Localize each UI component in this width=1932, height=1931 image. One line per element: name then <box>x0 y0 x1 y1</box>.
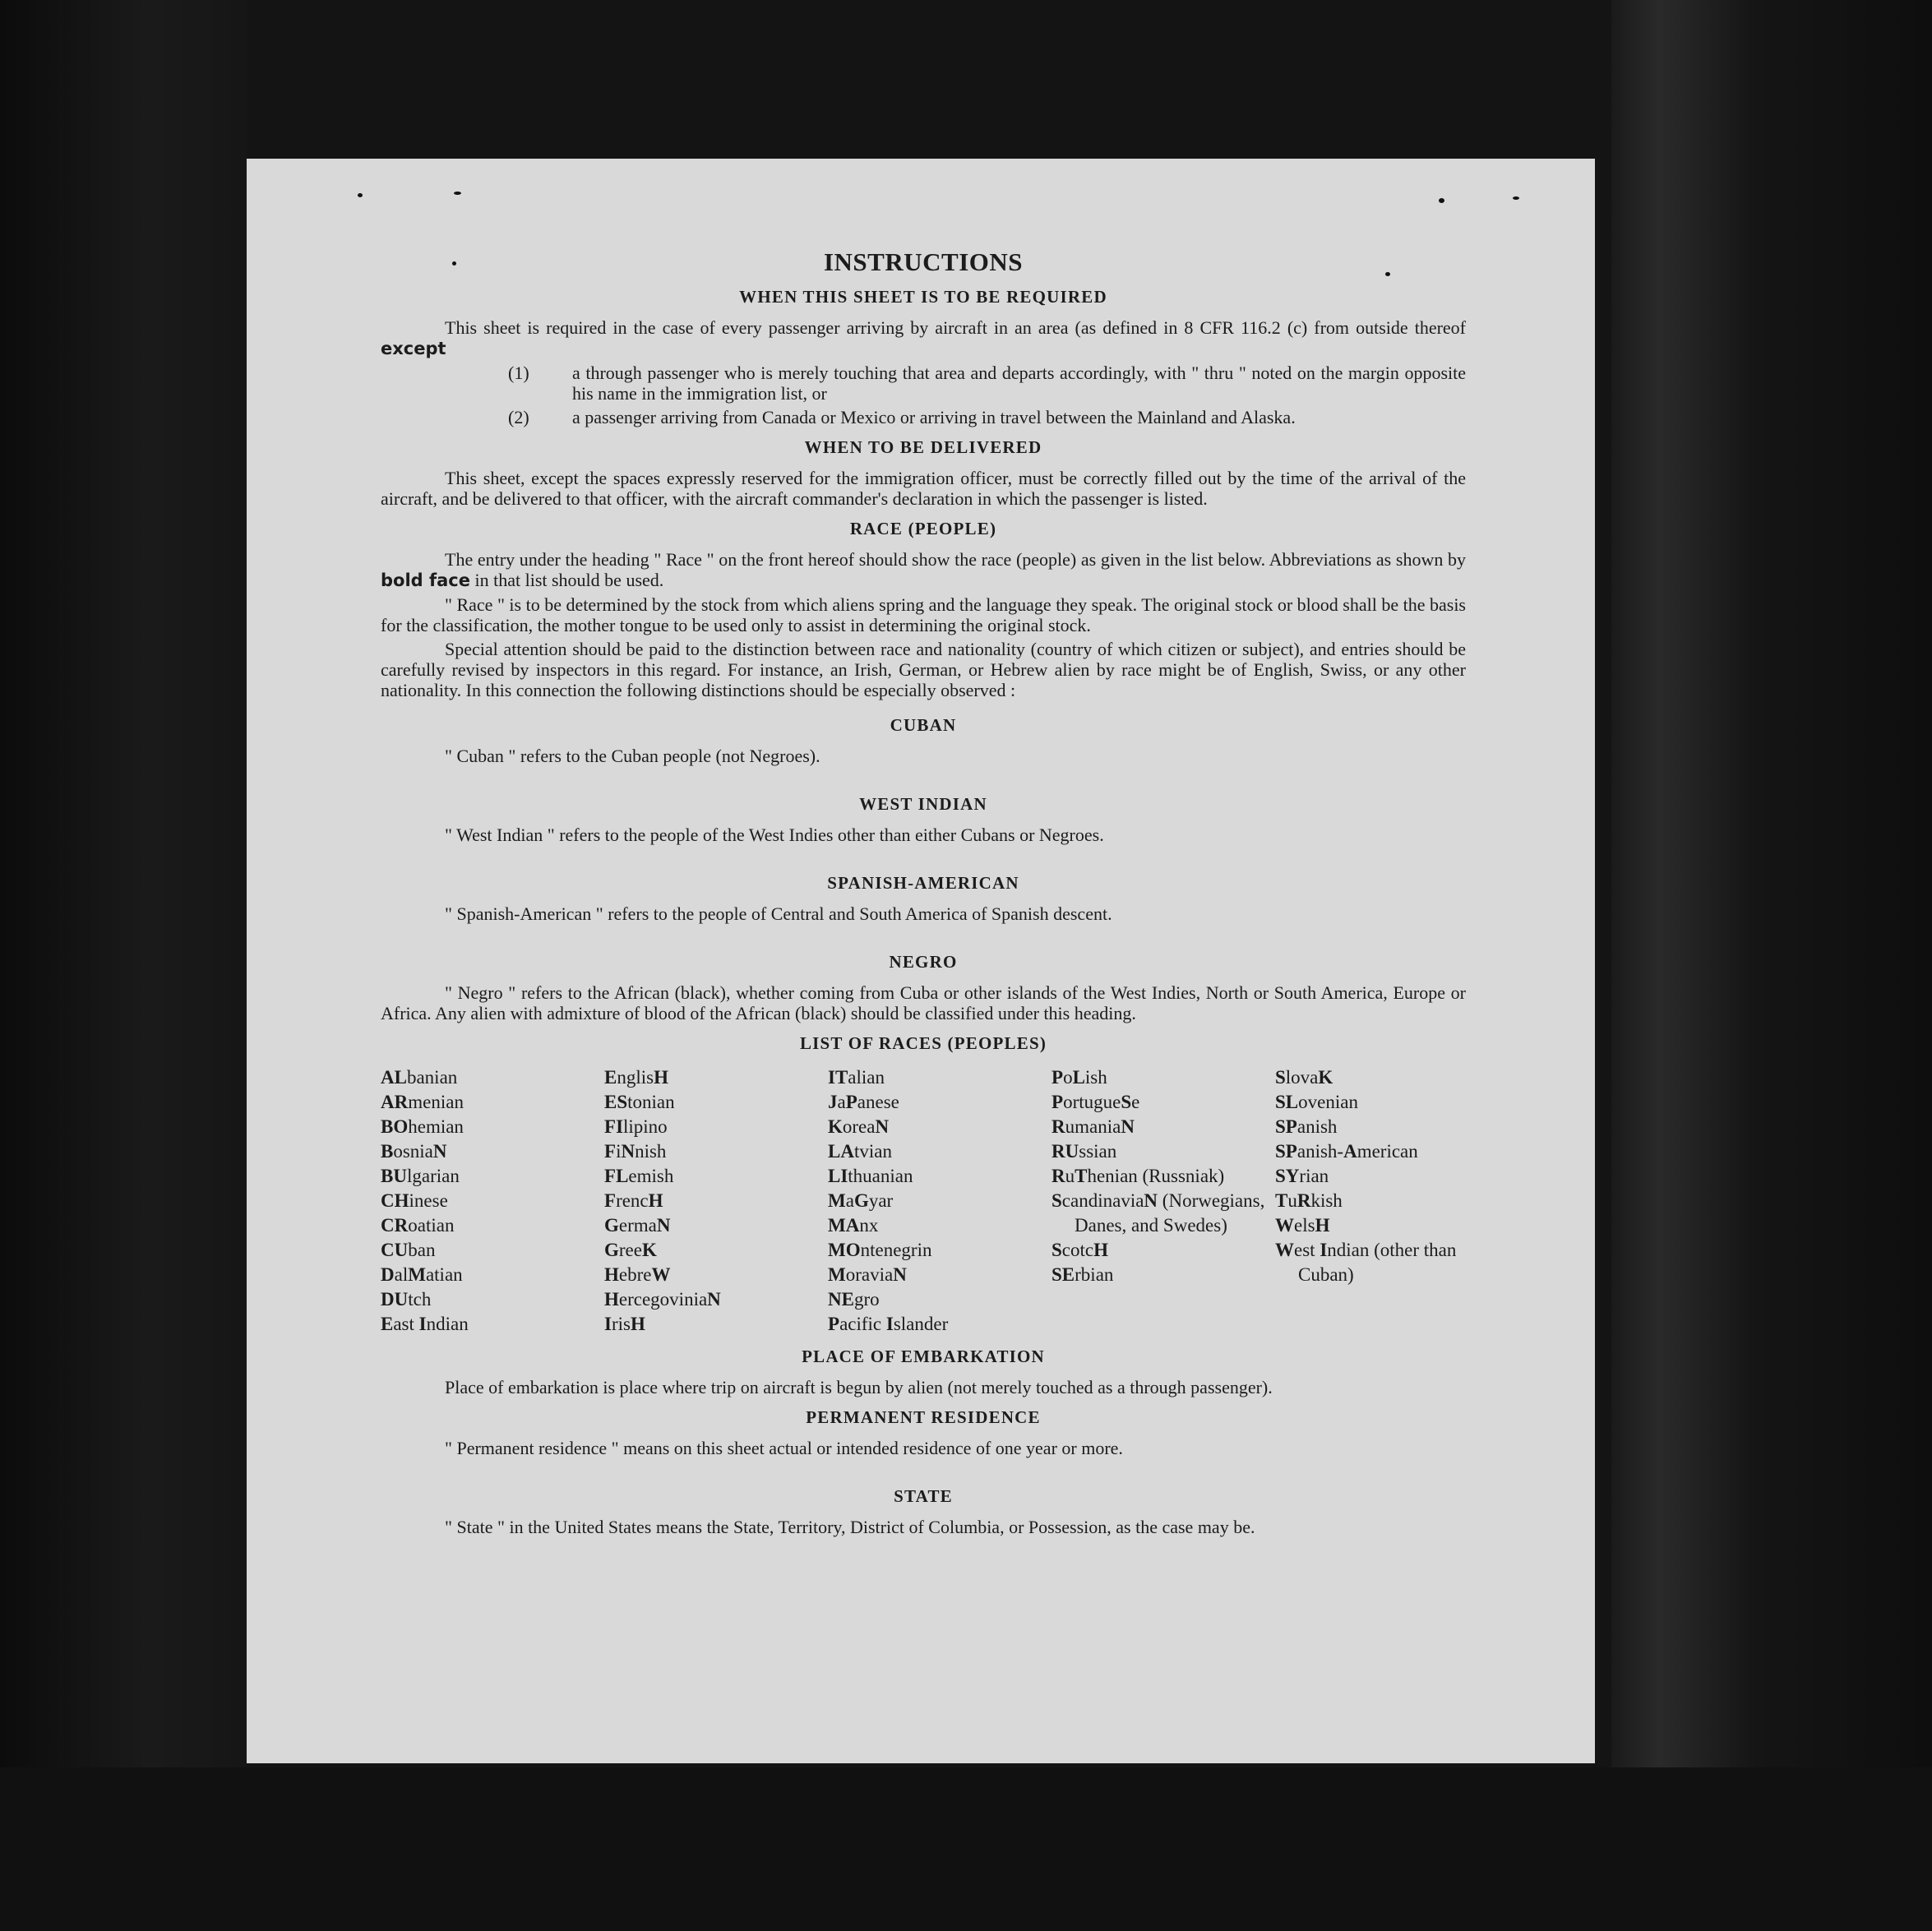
race-item: EStonian <box>604 1092 675 1112</box>
scan-background-bottom <box>0 1767 1932 1931</box>
race-item: SPanish <box>1275 1116 1338 1137</box>
heading-negro: NEGRO <box>889 952 958 972</box>
race-paragraph-2: " Race " is to be determined by the stock from which aliens spring and the language they speak. The original stock or blood shall be the basis for the classification, the mother tongue to be used only to assist in determining the original stock. <box>381 594 1466 635</box>
race-item: East Indian <box>381 1314 469 1334</box>
races-column <box>381 1065 604 1337</box>
heading-race: RACE (PEOPLE) <box>849 519 997 538</box>
race-item: CHinese <box>381 1190 448 1211</box>
race-item: HercegoviniaN <box>604 1289 721 1310</box>
race-item: MoraviaN <box>828 1264 907 1285</box>
race-item: GermaN <box>604 1215 671 1236</box>
race-item: SLovenian <box>1275 1092 1358 1112</box>
race-item: West Indian (other than Cuban) <box>1275 1240 1457 1285</box>
races-list <box>381 1065 1466 1337</box>
race-item: FrencH <box>604 1190 663 1211</box>
race-item: MaGyar <box>828 1190 894 1211</box>
heading-when-delivered: WHEN TO BE DELIVERED <box>804 437 1042 457</box>
residence-text: " Permanent residence " means on this sheet actual or intended residence of one year or more. <box>445 1438 1123 1458</box>
race-item: ITalian <box>828 1067 885 1088</box>
race-item: Pacific Islander <box>828 1314 949 1334</box>
race-item: DalMatian <box>381 1264 463 1285</box>
race-item: PoLish <box>1052 1067 1107 1088</box>
race-item: CRoatian <box>381 1215 455 1236</box>
exception-item: (1) a through passenger who is merely touching that area and departs accordingly, with " thru " noted on the margin opposite his name in the immigration list, or <box>508 363 1466 404</box>
page-title: INSTRUCTIONS <box>823 247 1023 276</box>
race-item: BosniaN <box>381 1141 447 1162</box>
cuban-text: " Cuban " refers to the Cuban people (not Negroes). <box>445 746 820 766</box>
when-delivered-text: This sheet, except the spaces expressly reserved for the immigration officer, must be correctly filled out by the time of the arrival of the aircraft, and be delivered to that officer, with the aircraft commander's declaration in which the passenger is listed. <box>381 468 1466 509</box>
race-item: EnglisH <box>604 1067 668 1088</box>
race-item: NEgro <box>828 1289 880 1310</box>
race-paragraph-1: The entry under the heading " Race " on the front hereof should show the race (people) as given in the list below. Abbreviations as shown by bold face in that list should be used. <box>381 549 1466 590</box>
race-item: RuThenian (Russniak) <box>1052 1166 1225 1186</box>
race-item: ARmenian <box>381 1092 464 1112</box>
races-column <box>1275 1065 1464 1337</box>
race-item: SYrian <box>1275 1166 1329 1186</box>
race-item: BUlgarian <box>381 1166 460 1186</box>
race-item: JaPanese <box>828 1092 899 1112</box>
race-item: RUssian <box>1052 1141 1117 1162</box>
west-indian-text: " West Indian " refers to the people of the West Indies other than either Cubans or Negroes. <box>445 825 1104 845</box>
heading-cuban: CUBAN <box>890 715 957 735</box>
heading-state: STATE <box>894 1486 953 1506</box>
races-column <box>604 1065 828 1337</box>
heading-embarkation: PLACE OF EMBARKATION <box>802 1347 1045 1366</box>
race-item: SErbian <box>1052 1264 1114 1285</box>
heading-west-indian: WEST INDIAN <box>859 794 987 814</box>
bold-face-text: bold face <box>381 571 470 590</box>
race-item: MOntenegrin <box>828 1240 932 1260</box>
document-sheet <box>247 159 1595 1763</box>
race-item: KoreaN <box>828 1116 890 1137</box>
race-item: FiNnish <box>604 1141 667 1162</box>
heading-list-of-races: LIST OF RACES (PEOPLES) <box>799 1033 1047 1053</box>
negro-text: " Negro " refers to the African (black), whether coming from Cuba or other islands of the West Indies, North or South America, Europe or Africa. Any alien with admixture of blood of the African (black) should be classified under this heading. <box>381 982 1466 1023</box>
exception-item: (2) a passenger arriving from Canada or Mexico or arriving in travel between the Mainland and Alaska. <box>508 407 1296 427</box>
instructions-content <box>381 247 1466 1541</box>
races-column <box>1052 1065 1275 1337</box>
scan-background-left <box>0 0 247 1931</box>
race-item: GreeK <box>604 1240 657 1260</box>
race-item: HebreW <box>604 1264 671 1285</box>
race-item: ScotcH <box>1052 1240 1108 1260</box>
race-item: ALbanian <box>381 1067 458 1088</box>
race-item: FIlipino <box>604 1116 668 1137</box>
heading-when-required: WHEN THIS SHEET IS TO BE REQUIRED <box>739 287 1107 307</box>
race-item: SPanish-American <box>1275 1141 1418 1162</box>
race-item: DUtch <box>381 1289 432 1310</box>
heading-spanish-american: SPANISH-AMERICAN <box>827 873 1019 893</box>
race-item: FLemish <box>604 1166 674 1186</box>
exceptions-list <box>508 363 1466 427</box>
race-item: PortugueSe <box>1052 1092 1140 1112</box>
race-item: BOhemian <box>381 1116 464 1137</box>
race-item: TuRkish <box>1275 1190 1343 1211</box>
race-item: SlovaK <box>1275 1067 1333 1088</box>
when-required-intro: This sheet is required in the case of every passenger arriving by aircraft in an area (as defined in 8 CFR 116.2 (c) from outside thereof except <box>381 317 1466 358</box>
races-column <box>828 1065 1052 1337</box>
dust-speck <box>1439 198 1444 203</box>
race-item: IrisH <box>604 1314 645 1334</box>
state-text: " State " in the United States means the State, Territory, District of Columbia, or Possession, as the case may be. <box>445 1517 1255 1537</box>
dust-speck <box>454 192 461 195</box>
race-item: LIthuanian <box>828 1166 913 1186</box>
except-bold: except <box>381 339 446 358</box>
dust-speck <box>358 193 363 197</box>
race-item: ScandinaviaN (Norwegians, Danes, and Swedes) <box>1052 1190 1265 1236</box>
race-item: CUban <box>381 1240 436 1260</box>
embarkation-text: Place of embarkation is place where trip on aircraft is begun by alien (not merely touched as a through passenger). <box>445 1377 1273 1397</box>
race-paragraph-3: Special attention should be paid to the distinction between race and nationality (country of which citizen or subject), and entries should be carefully revised by inspectors in this regard. For instance, an Irish, German, or Hebrew alien by race might be of English, Swiss, or any other nationality. In this connection the following distinctions should be especially observed : <box>381 639 1466 700</box>
race-item: WelsH <box>1275 1215 1330 1236</box>
heading-permanent-residence: PERMANENT RESIDENCE <box>806 1407 1041 1427</box>
race-item: MAnx <box>828 1215 879 1236</box>
dust-speck <box>1513 196 1519 200</box>
scan-background-right <box>1611 0 1932 1931</box>
race-item: LAtvian <box>828 1141 892 1162</box>
race-item: RumaniaN <box>1052 1116 1135 1137</box>
spanish-american-text: " Spanish-American " refers to the people of Central and South America of Spanish descent. <box>445 903 1112 924</box>
